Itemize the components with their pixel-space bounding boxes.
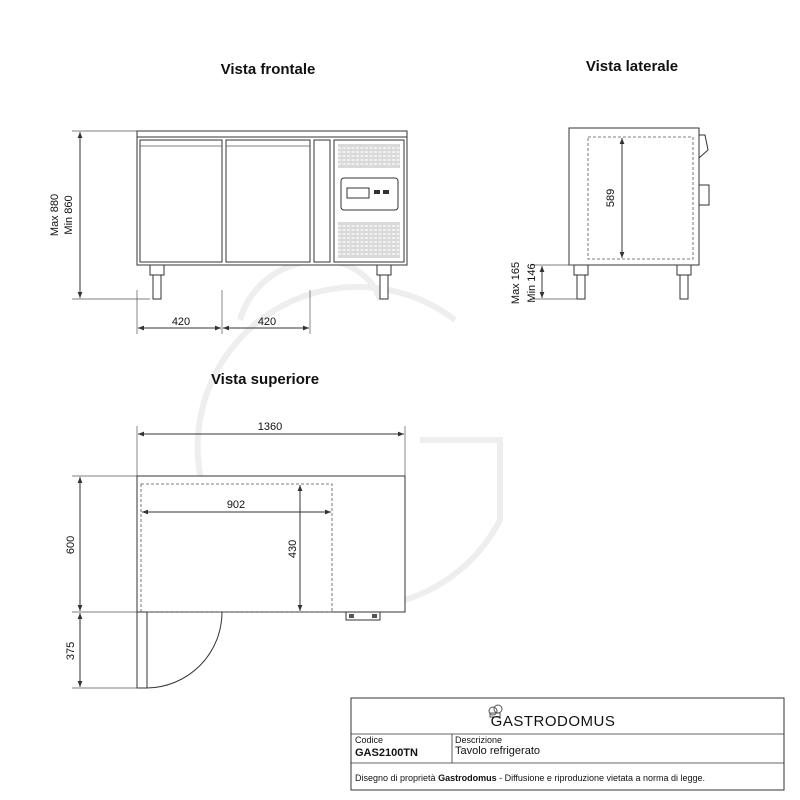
front-door-width-left-label: 420 <box>171 316 191 328</box>
top-door-swing-label: 375 <box>65 641 77 661</box>
front-height-max-label: Max 880 <box>49 193 61 237</box>
code-label: Codice <box>355 735 384 745</box>
top-total-width-label: 1360 <box>257 421 283 433</box>
side-view-title: Vista laterale <box>585 58 679 75</box>
front-view <box>72 131 407 334</box>
top-inner-width-label: 902 <box>226 499 246 511</box>
front-height-min-label: Min 860 <box>63 195 75 235</box>
code-value: GAS2100TN <box>355 747 418 759</box>
top-view <box>72 426 405 688</box>
top-view-title: Vista superiore <box>210 371 320 388</box>
front-view-title: Vista frontale <box>220 61 316 78</box>
ownership-notice: Disegno di proprietà Gastrodomus - Diffusione e riproduzione vietata a norma di legge. <box>355 773 706 783</box>
side-view <box>530 128 709 299</box>
lower-vent-grille <box>338 222 400 258</box>
description-value: Tavolo refrigerato <box>455 745 540 757</box>
upper-vent-grille <box>338 144 400 168</box>
side-feet-min-label: Min 146 <box>526 263 538 303</box>
brand-logo-text: GASTRODOMUS <box>490 713 616 730</box>
front-door-width-right-label: 420 <box>257 316 277 328</box>
top-inner-depth-label: 430 <box>287 539 299 559</box>
top-depth-label: 600 <box>65 535 77 555</box>
description-label: Descrizione <box>455 735 503 745</box>
side-feet-max-label: Max 165 <box>510 261 522 305</box>
side-inner-height-label: 589 <box>605 188 617 208</box>
